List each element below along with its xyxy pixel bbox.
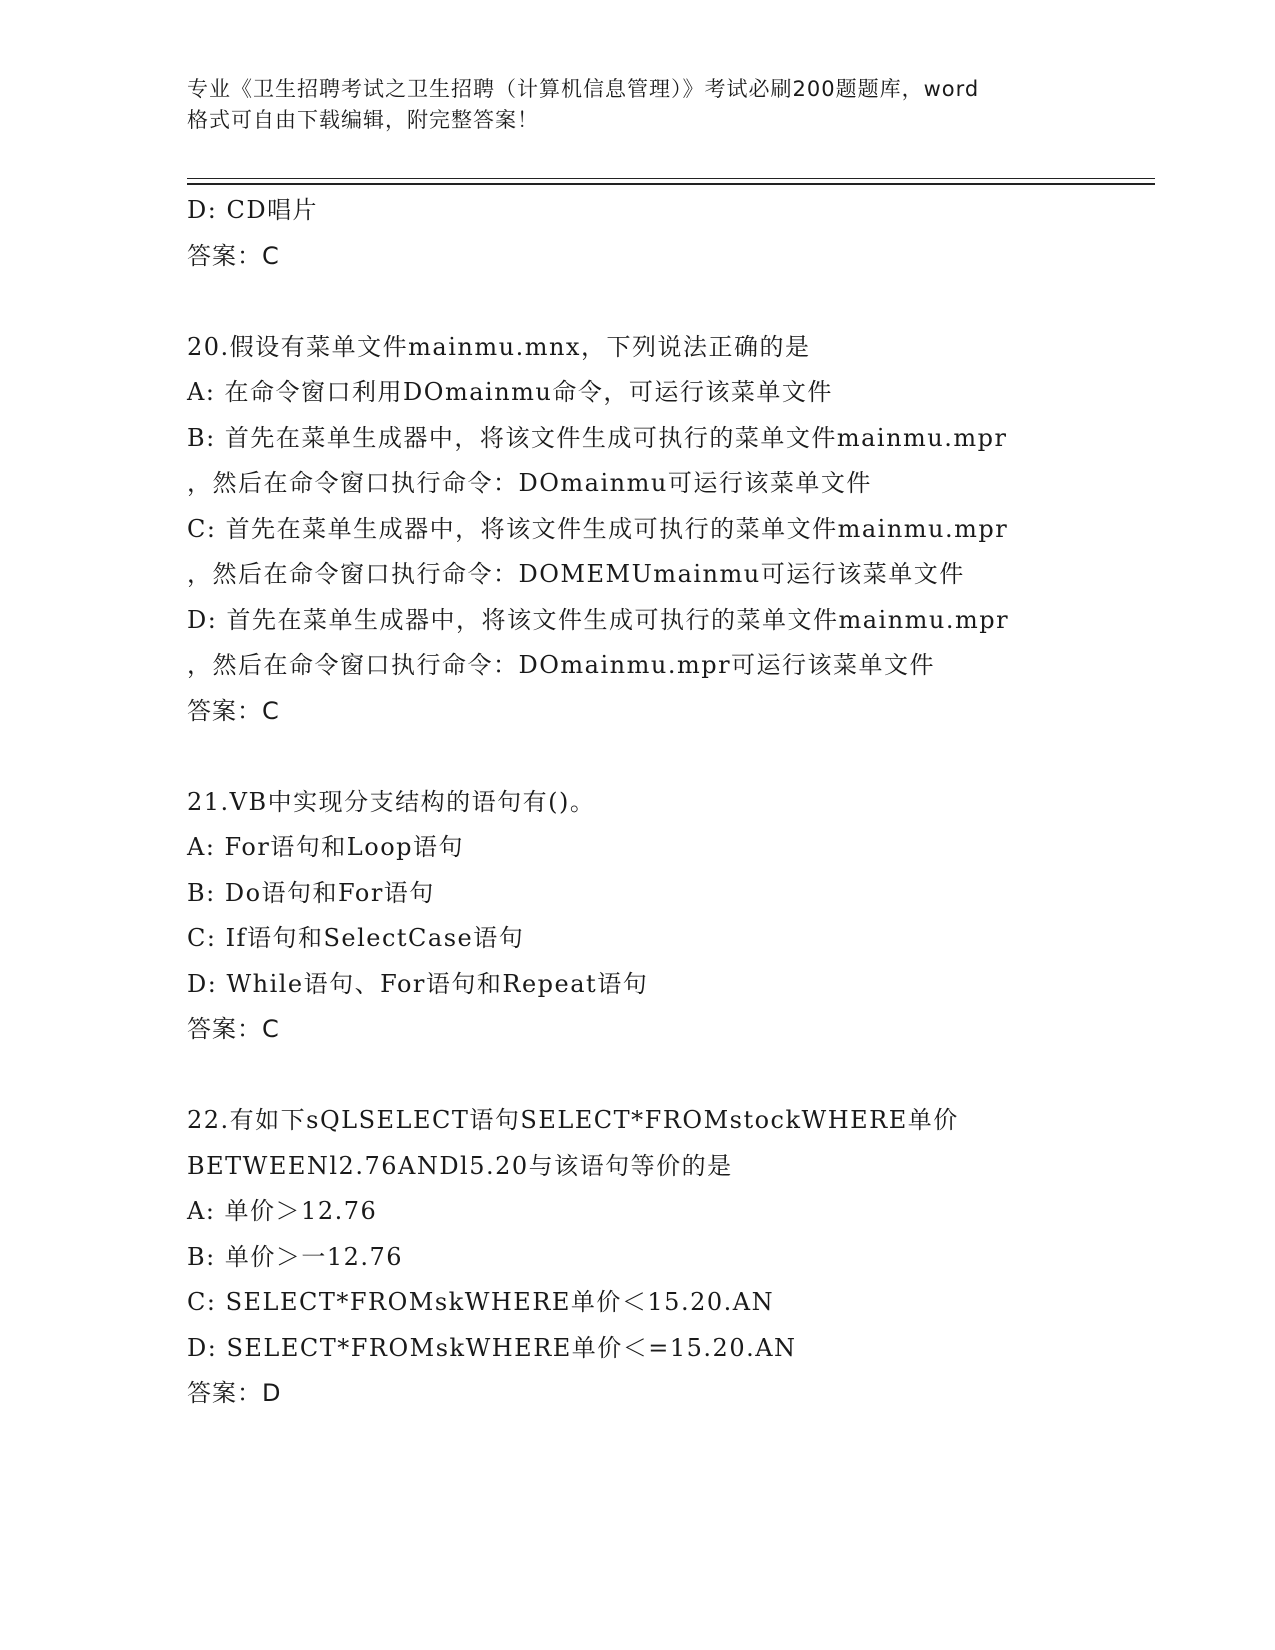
answer-line: 答案：C <box>187 241 280 270</box>
question-20 <box>187 325 1187 735</box>
answer-line: 答案：C <box>187 696 280 725</box>
option-d: D: 首先在菜单生成器中，将该文件生成可执行的菜单文件mainmu.mpr <box>187 605 1010 634</box>
option-d: D: While语句、For语句和Repeat语句 <box>187 969 649 998</box>
question-stem: 21.VB中实现分支结构的语句有()。 <box>187 787 596 816</box>
question-22 <box>187 1098 1187 1417</box>
option-d: D: SELECT*FROMskWHERE单价＜=15.20.AN <box>187 1333 797 1362</box>
option-a: A: 单价＞12.76 <box>187 1197 378 1225</box>
previous-question-tail <box>187 188 1187 279</box>
question-stem-continued: BETWEENl2.76ANDl5.20与该语句等价的是 <box>187 1151 733 1180</box>
question-stem: 20.假设有菜单文件mainmu.mnx，下列说法正确的是 <box>187 332 811 361</box>
option-b: B: 首先在菜单生成器中，将该文件生成可执行的菜单文件mainmu.mpr <box>187 423 1008 452</box>
question-content <box>187 188 1187 1417</box>
option-a: A: 在命令窗口利用DOmainmu命令，可运行该菜单文件 <box>187 378 833 406</box>
answer-line: 答案：C <box>187 1015 280 1043</box>
option-a: A: For语句和Loop语句 <box>187 833 465 861</box>
question-stem: 22.有如下sQLSELECT语句SELECT*FROMstockWHERE单价 <box>187 1106 959 1134</box>
option-c-continued: ，然后在命令窗口执行命令：DOMEMUmainmu可运行该菜单文件 <box>187 560 965 588</box>
spacer <box>187 1053 1187 1099</box>
option-b: B: 单价＞一12.76 <box>187 1242 404 1271</box>
header-line-2: 格式可自由下载编辑，附完整答案！ <box>187 108 539 132</box>
option-b-continued: ，然后在命令窗口执行命令：DOmainmu可运行该菜单文件 <box>187 469 872 497</box>
option-d: D: CD唱片 <box>187 196 319 224</box>
header-divider-top <box>187 178 1155 179</box>
option-b: B: Do语句和For语句 <box>187 878 435 907</box>
answer-line: 答案：D <box>187 1379 282 1407</box>
option-c: C: If语句和SelectCase语句 <box>187 924 525 952</box>
spacer <box>187 734 1187 780</box>
spacer <box>187 279 1187 325</box>
option-d-continued: ，然后在命令窗口执行命令：DOmainmu.mpr可运行该菜单文件 <box>187 651 936 679</box>
page-header <box>187 74 1087 136</box>
question-21 <box>187 780 1187 1053</box>
header-line-1: 专业《卫生招聘考试之卫生招聘（计算机信息管理）》考试必刷200题题库，word <box>187 77 980 101</box>
option-c: C: 首先在菜单生成器中，将该文件生成可执行的菜单文件mainmu.mpr <box>187 514 1009 543</box>
header-divider-bottom <box>187 183 1155 185</box>
option-c: C: SELECT*FROMskWHERE单价＜15.20.AN <box>187 1288 775 1316</box>
